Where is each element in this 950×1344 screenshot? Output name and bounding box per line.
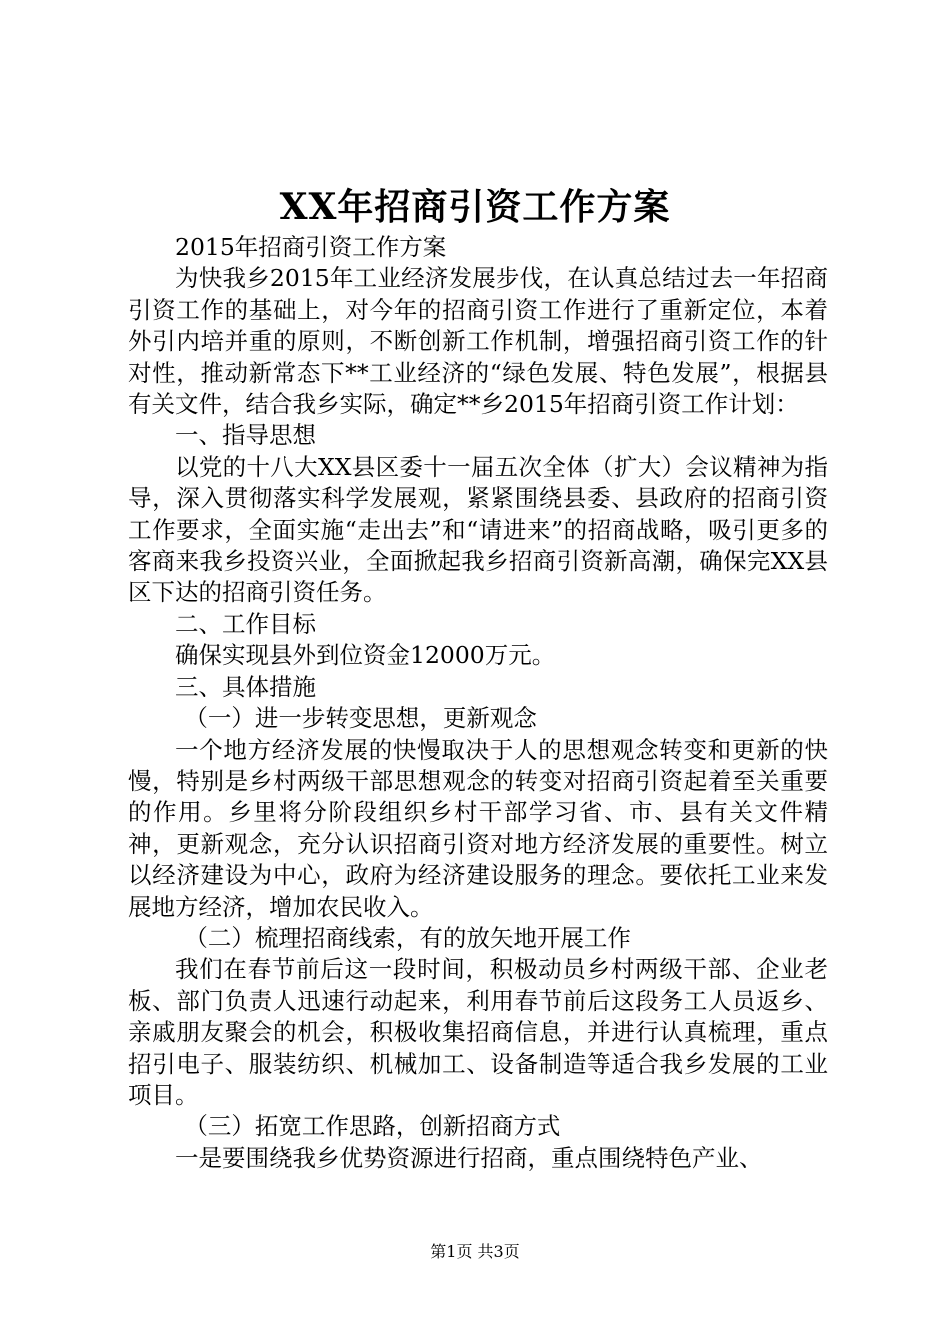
subsection-heading-3: （三）拓宽工作思路，创新招商方式 — [184, 1112, 561, 1141]
subsection-heading-1: （一）进一步转变思想，更新观念 — [184, 704, 537, 733]
subsection-heading-2: （二）梳理招商线索，有的放矢地开展工作 — [184, 923, 631, 952]
subsection-paragraph-2: 我们在春节前后这一段时间，积极动员乡村两级干部、企业老板、部门负责人迅速行动起来，利用春节前后这段务工人员返乡、亲戚朋友聚会的机会，积极收集招商信息，并进行认真梳理，重点招引电子、服装纺织、机械加工、设备制造等适合我乡发展的工业项目。 — [128, 955, 828, 1109]
page-number-footer: 第1页 共3页 — [430, 1242, 520, 1261]
subsection-paragraph-1: 一个地方经济发展的快慢取决于人的思想观念转变和更新的快慢，特别是乡村两级干部思想观念的转变对招商引资起着至关重要的作用。乡里将分阶段组织乡村干部学习省、市、县有关文件精神，更新观念，充分认识招商引资对地方经济发展的重要性。树立以经济建设为中心，政府为经济建设服务的理念。要依托工业来发展地方经济，增加农民收入。 — [128, 735, 828, 921]
intro-paragraph: 为快我乡2015年工业经济发展步伐，在认真总结过去一年招商引资工作的基础上，对今年的招商引资工作进行了重新定位，本着外引内培并重的原则，不断创新工作机制，增强招商引资工作的针对性，推动新常态下**工业经济的“绿色发展、特色发展”，根据县有关文件，结合我乡实际，确定**乡2015年招商引资工作计划： — [128, 264, 828, 419]
document-title: XX年招商引资工作方案 — [279, 186, 671, 228]
section-heading-guiding-thought: 一、指导思想 — [175, 421, 316, 450]
section-heading-work-goal: 二、工作目标 — [175, 609, 316, 638]
subsection-paragraph-3: 一是要围绕我乡优势资源进行招商，重点围绕特色产业、 — [175, 1143, 763, 1172]
document-subtitle: 2015年招商引资工作方案 — [175, 233, 447, 261]
section-paragraph-work-goal: 确保实现县外到位资金12000万元。 — [175, 641, 556, 670]
section-paragraph-guiding-thought: 以党的十八大XX县区委十一届五次全体（扩大）会议精神为指导，深入贯彻落实科学发展观，紧紧围绕县委、县政府的招商引资工作要求，全面实施“走出去”和“请进来”的招商战略，吸引更多的客商来我乡投资兴业，全面掀起我乡招商引资新高潮，确保完XX县区下达的招商引资任务。 — [128, 452, 828, 607]
section-heading-measures: 三、具体措施 — [175, 672, 316, 701]
document-body — [128, 232, 828, 1174]
